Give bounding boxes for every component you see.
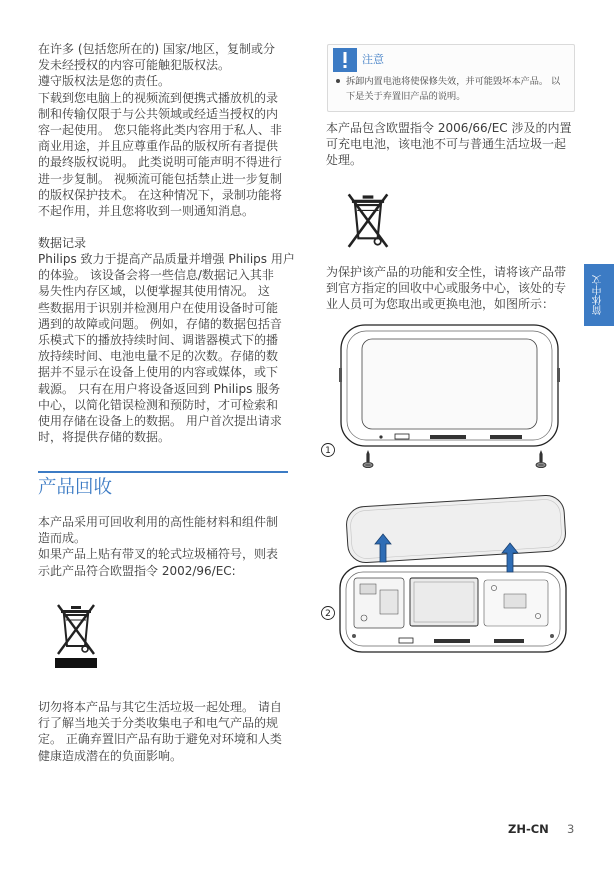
data-logging-text-line: 易失性内存区域，以便掌握其使用情况。 这 <box>38 284 270 299</box>
disposal-text-line: 行了解当地关于分类收集电子和电气产品的规 <box>38 716 279 731</box>
recycling-text-line: 造而成。 <box>38 531 87 546</box>
bullet-icon <box>336 79 340 83</box>
copyright-text-line: 下载到您电脑上的视频流到便携式播放机的录 <box>38 90 279 105</box>
data-logging-text-line: 中心，以简化错误检测和预防时，才可检索和 <box>38 397 279 412</box>
step-2-callout <box>322 607 335 620</box>
recycling-text-line: 示此产品符合欧盟指令 2002/96/EC: <box>38 563 236 578</box>
removal-text-line: 业人员可为您取出或更换电池，如图所示： <box>326 297 555 312</box>
screw-left-icon <box>363 450 373 468</box>
copyright-text-line: 的最终版权说明。 此类说明可能声明不得进行 <box>38 155 282 170</box>
exclamation-icon <box>333 48 357 72</box>
section-divider <box>38 471 288 473</box>
device-front-illustration <box>339 325 560 446</box>
data-logging-paragraph <box>38 251 295 445</box>
device-back-illustration <box>340 566 566 652</box>
language-tab-label: 简体中文 <box>593 275 604 315</box>
data-logging-text-line: 载源。 只有在用户将设备返回到 Philips 服务 <box>38 381 281 396</box>
data-logging-text-line: 乐模式下的播放持续时间、调谐器模式下的播 <box>38 332 279 347</box>
data-logging-text-line: 遇到的故障或问题。 例如，存储的数据包括音 <box>38 316 282 331</box>
recycling-text-line: 如果产品上贴有带叉的轮式垃圾桶符号，则表 <box>38 547 279 562</box>
copyright-text-line: 容一起使用。 您只能将此类内容用于私人、非 <box>38 122 282 137</box>
data-logging-text-line: Philips 致力于提高产品质量并增强 Philips 用户 <box>38 252 295 266</box>
caution-title: 注意 <box>362 53 384 66</box>
battery-directive-paragraph <box>326 120 572 169</box>
screw-right-icon <box>536 450 546 468</box>
language-side-tab <box>584 264 614 326</box>
caution-text-line: 拆卸内置电池将使保修失效，并可能毁坏本产品。 以 <box>346 76 561 87</box>
crossed-bin-icon <box>344 189 392 249</box>
disposal-text-line: 切勿将本产品与其它生活垃圾一起处理。 请自 <box>38 700 282 714</box>
step-2-illustration <box>318 486 572 658</box>
caution-text-line: 下是关于弃置旧产品的说明。 <box>346 91 466 102</box>
page-number: 3 <box>567 822 575 836</box>
step-1-illustration <box>318 318 572 478</box>
data-logging-text-line: 放持续时间、电池电量不足的次数。存储的数 <box>38 349 279 364</box>
battery-text-line: 可充电电池，该电池不可与普通生活垃圾一起 <box>326 137 567 152</box>
copyright-text-line: 遵守版权法是您的责任。 <box>38 74 171 89</box>
caution-text <box>346 74 560 104</box>
data-logging-text-line: 时，将提供存储的数据。 <box>38 430 171 445</box>
weee-black-bar <box>55 658 97 668</box>
copyright-text-line: 制和传输仅限于与公共领域或经适当授权的内 <box>38 106 279 121</box>
recycling-intro <box>38 514 278 579</box>
back-cover-panel <box>345 494 566 563</box>
copyright-notice <box>38 41 282 219</box>
step-2-label: 2 <box>325 609 331 620</box>
battery-removal-paragraph <box>326 264 566 313</box>
removal-text-line: 到官方指定的回收中心或服务中心，该处的专 <box>326 281 567 296</box>
battery-text-line: 本产品包含欧盟指令 2006/66/EC 涉及的内置 <box>326 121 572 135</box>
copyright-text-line: 进一步复制。 视频流可能包括禁止进一步复制 <box>38 171 282 186</box>
data-logging-heading: 数据记录 <box>38 236 87 250</box>
data-logging-text-line: 些数据用于识别并检测用户在使用设备时可能 <box>38 300 279 315</box>
copyright-text-line: 发未经授权的内容可能触犯版权法。 <box>38 58 231 73</box>
step-1-callout <box>322 444 335 457</box>
data-logging-text-line: 据并不显示在设备上使用的内容或媒体，或下 <box>38 365 279 380</box>
data-logging-text-line: 的体验。 该设备会将一些信息/数据记入其非 <box>38 268 274 283</box>
removal-text-line: 为保护该产品的功能和安全性，请将该产品带 <box>326 265 567 279</box>
step-1-label: 1 <box>325 446 331 457</box>
copyright-text-line: 商业用途，并且应尊重作品的版权所有者提供 <box>38 139 279 154</box>
disposal-text-line: 健康造成潜在的负面影响。 <box>38 748 183 763</box>
crossed-bin-icon <box>53 600 99 670</box>
footer-language-code: ZH-CN <box>508 822 549 836</box>
copyright-text-line: 在许多 (包括您所在的) 国家/地区，复制或分 <box>38 42 276 56</box>
disposal-paragraph <box>38 699 282 764</box>
battery-text-line: 处理。 <box>326 153 363 168</box>
data-logging-text-line: 使用存储在设备上的数据。 用户首次提出请求 <box>38 413 282 428</box>
recycling-text-line: 本产品采用可回收利用的高性能材料和组件制 <box>38 515 279 529</box>
disposal-text-line: 定。 正确弃置旧产品有助于避免对环境和人类 <box>38 732 282 747</box>
copyright-text-line: 的版权保护技术。 在这种情况下，录制功能将 <box>38 187 282 202</box>
battery <box>410 578 478 626</box>
recycling-section-title: 产品回收 <box>38 477 113 498</box>
copyright-text-line: 不起作用，并且您将收到一则通知消息。 <box>38 203 255 218</box>
